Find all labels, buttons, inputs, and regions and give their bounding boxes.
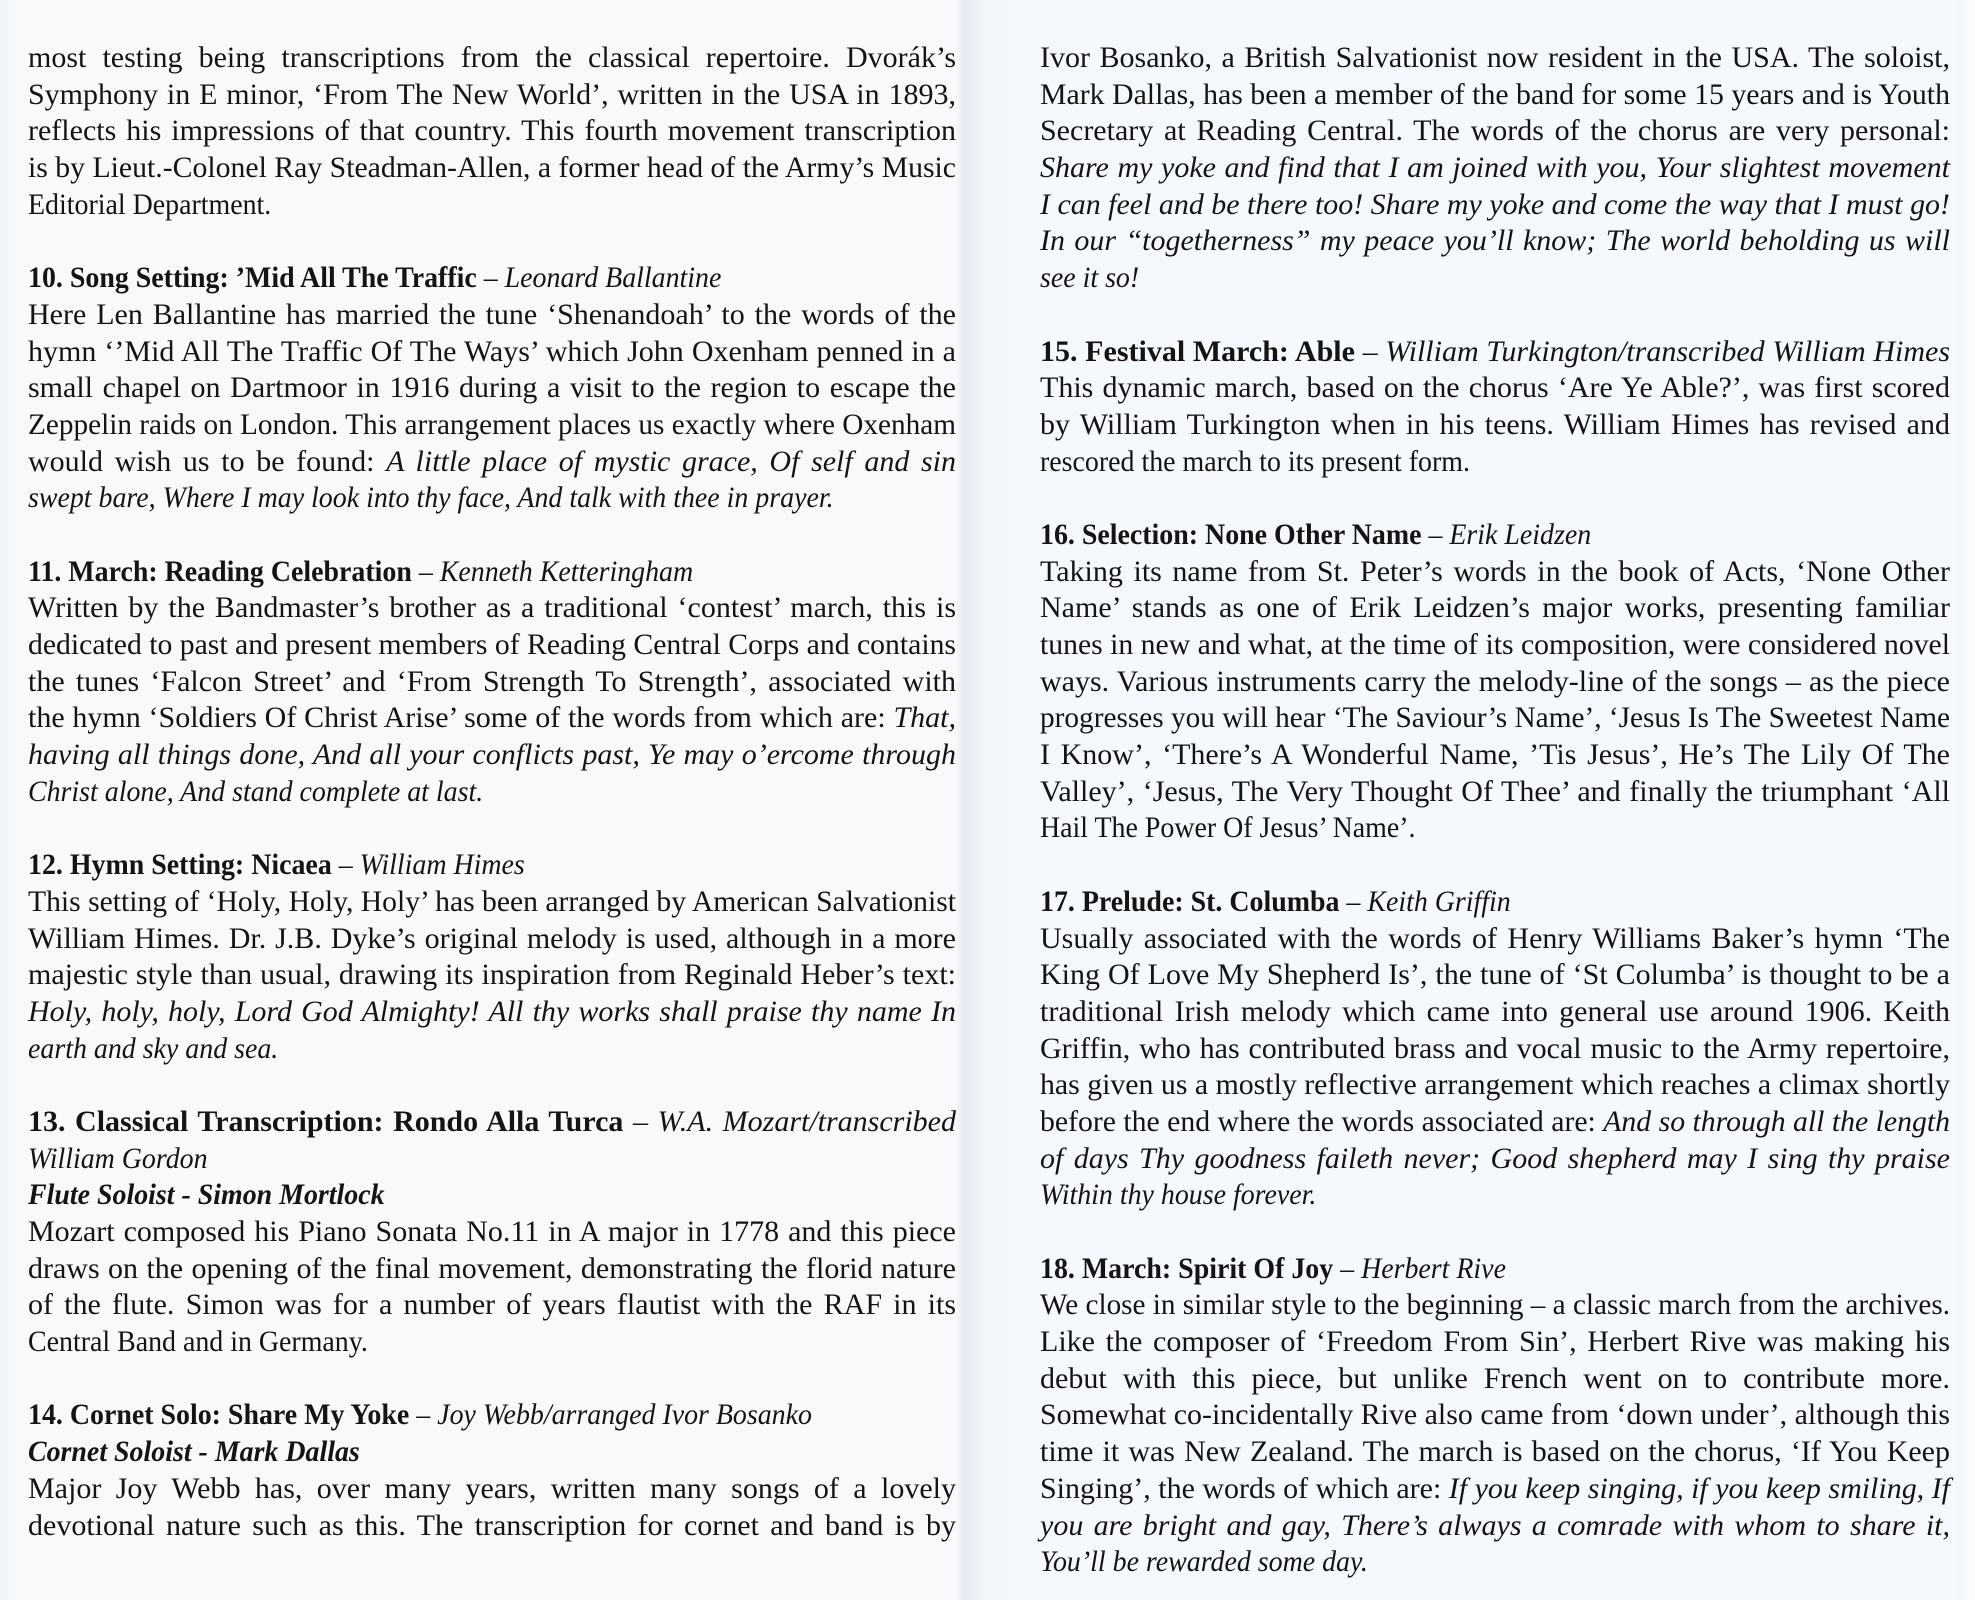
line-content <box>1040 444 1470 481</box>
dash-separator: – <box>1339 884 1368 918</box>
body-text: Like the composer of ‘Freedom From Sin’, Herbert Rive was making his <box>1040 1325 1950 1359</box>
track-note <box>1040 1251 1950 1581</box>
body-text: This dynamic march, based on the chorus ‘Are Ye Able?’, was first scored <box>1040 371 1950 405</box>
track-heading <box>1040 1251 1950 1288</box>
line-content <box>28 700 956 737</box>
line-content <box>1040 1544 1368 1581</box>
text-line <box>28 921 956 958</box>
text-line <box>28 1508 956 1545</box>
dash-separator: – <box>1421 517 1450 551</box>
text-line <box>1040 1397 1950 1434</box>
line-content <box>1040 627 1950 664</box>
page-edge-left <box>0 0 18 1600</box>
quoted-lyrics: A little place of mystic grace, Of self and sin <box>386 444 956 478</box>
body-text: Ivor Bosanko, a British Salvationist now resident in the USA. The soloist, <box>1040 41 1950 74</box>
line-content <box>28 847 525 884</box>
track-heading <box>28 260 956 297</box>
text-line <box>28 700 956 737</box>
line-content <box>1040 260 1139 297</box>
paragraph-spacer <box>1040 297 1950 334</box>
paragraph-spacer <box>28 517 956 554</box>
text-line <box>1040 921 1950 958</box>
paragraph-spacer <box>1040 1214 1950 1251</box>
line-content <box>1040 517 1591 554</box>
line-content <box>28 480 834 517</box>
line-content <box>1040 1324 1950 1361</box>
line-content <box>28 554 693 591</box>
body-text: Somewhat co-incidentally Rive also came from ‘down under’, although this <box>1040 1398 1950 1432</box>
track-title: 13. Classical Transcription: Rondo Alla Turca <box>28 1104 624 1138</box>
line-content <box>28 957 956 994</box>
dash-separator: – <box>331 848 360 882</box>
soloist-credit <box>28 1177 956 1214</box>
composer-credit: Erik Leidzen <box>1449 517 1592 551</box>
line-content <box>28 1251 956 1288</box>
text-line <box>1040 627 1950 664</box>
dash-separator: – <box>476 261 505 295</box>
line-content <box>1040 77 1950 114</box>
text-line <box>1040 150 1950 187</box>
text-line <box>28 737 956 774</box>
body-text: I Know’, ‘There’s A Wonderful Name, ’Tis Jesus’, He’s The Lily Of The <box>1040 738 1950 772</box>
composer-credit: William Turkington/transcribed William Himes <box>1385 334 1951 368</box>
track-heading <box>1040 884 1950 921</box>
body-text: ways. Various instruments carry the melody-line of the songs – as the piece <box>1040 664 1950 698</box>
quoted-lyrics: Holy, holy, holy, Lord God Almighty! All thy works shall praise thy name In <box>28 994 956 1028</box>
line-content <box>1040 590 1950 627</box>
body-text: Hail The Power Of Jesus’ Name’. <box>1040 811 1416 845</box>
text-line <box>1040 1177 1950 1214</box>
book-gutter <box>956 0 1026 1600</box>
text-line <box>28 774 956 811</box>
body-text: has given us a mostly reflective arrangement which reaches a climax shortly <box>1040 1068 1950 1102</box>
line-content <box>28 150 956 187</box>
body-text: is by Lieut.-Colonel Ray Steadman-Allen, a former head of the Army’s Music <box>28 151 956 185</box>
text-line <box>1040 1508 1950 1545</box>
text-line <box>1040 1031 1950 1068</box>
line-content <box>1040 1434 1950 1471</box>
text-line <box>1040 40 1950 77</box>
text-line <box>1040 187 1950 224</box>
body-text: We close in similar style to the beginning – a classic march from the archives. <box>1040 1288 1950 1322</box>
paragraph-spacer <box>28 810 956 847</box>
left-column-text <box>28 40 956 1544</box>
text-line <box>1040 957 1950 994</box>
dash-separator: – <box>409 1398 438 1432</box>
body-text: traditional Irish melody which came into general use around 1906. Keith <box>1040 994 1950 1028</box>
right-column-text <box>1040 40 1950 1581</box>
body-text: the hymn ‘Soldiers Of Christ Arise’ some of the words from which are: <box>28 701 894 735</box>
text-line <box>28 1031 956 1068</box>
track-title: 12. Hymn Setting: Nicaea <box>28 848 332 882</box>
track-title: 15. Festival March: Able <box>1040 334 1355 368</box>
quoted-lyrics: I can feel and be there too! Share my yoke and come the way that I must go! <box>1040 187 1950 221</box>
line-content <box>28 774 483 811</box>
text-line <box>1040 664 1950 701</box>
text-line <box>1040 810 1950 847</box>
body-text: majestic style than usual, drawing its inspiration from Reginald Heber’s text: <box>28 958 956 992</box>
track-note <box>1040 884 1950 1214</box>
text-line <box>28 370 956 407</box>
line-content <box>28 1214 956 1251</box>
line-content <box>1040 113 1950 150</box>
line-content <box>1040 884 1511 921</box>
line-content <box>1040 1141 1950 1178</box>
composer-credit: Herbert Rive <box>1361 1251 1506 1285</box>
line-content <box>28 370 956 407</box>
paragraph-spacer <box>1040 480 1950 517</box>
body-text: the tunes ‘Falcon Street’ and ‘From Strength To Strength’, associated with <box>28 664 956 698</box>
line-content <box>1040 1287 1950 1324</box>
track-title: 11. March: Reading Celebration <box>28 554 412 588</box>
track-heading <box>28 1104 956 1141</box>
line-content <box>1040 1067 1950 1104</box>
body-text: would wish us to be found: <box>28 444 387 478</box>
line-content <box>28 921 956 958</box>
line-content <box>1040 334 1950 371</box>
text-line <box>1040 994 1950 1031</box>
line-content <box>1040 737 1950 774</box>
text-line <box>28 480 956 517</box>
body-text: Mark Dallas, has been a member of the band for some 15 years and is Youth <box>1040 77 1950 111</box>
line-content <box>28 1177 385 1214</box>
composer-credit: Keith Griffin <box>1367 884 1511 918</box>
text-line <box>1040 407 1950 444</box>
quoted-lyrics: swept bare, Where I may look into thy face, And talk with thee in prayer. <box>28 481 834 515</box>
quoted-lyrics: Share my yoke and find that I am joined with you, Your slightest movement <box>1040 151 1950 185</box>
body-text: Mozart composed his Piano Sonata No.11 in A major in 1778 and this piece <box>28 1215 956 1248</box>
track-note <box>28 260 956 517</box>
body-text: King Of Love My Shepherd Is’, the tune of ‘St Columba’ is thought to be a <box>1040 958 1950 992</box>
composer-credit: Kenneth Ketteringham <box>439 554 694 588</box>
line-content <box>28 297 956 334</box>
body-text: progresses you will hear ‘The Saviour’s Name’, ‘Jesus Is The Sweetest Name <box>1040 701 1950 735</box>
line-content <box>28 444 956 481</box>
quoted-lyrics: That, <box>893 701 956 735</box>
line-content <box>1040 223 1950 260</box>
text-line <box>28 590 956 627</box>
soloist-credit <box>28 1434 956 1471</box>
body-text: Taking its name from St. Peter’s words in the book of Acts, ‘None Other <box>1040 554 1950 588</box>
track-heading <box>1040 517 1950 554</box>
track-note <box>28 1397 956 1544</box>
track-heading <box>28 847 956 884</box>
line-content <box>28 1508 956 1545</box>
body-text: Central Band and in Germany. <box>28 1325 368 1359</box>
body-text: Zeppelin raids on London. This arrangement places us exactly where Oxenham <box>28 407 956 441</box>
text-line <box>28 957 956 994</box>
paragraph-spacer <box>28 223 956 260</box>
composer-credit: Joy Webb/arranged Ivor Bosanko <box>437 1398 812 1432</box>
text-line <box>28 627 956 664</box>
text-line <box>1040 1324 1950 1361</box>
line-content <box>1040 1104 1950 1141</box>
body-text: time it was New Zealand. The march is based on the chorus, ‘If You Keep <box>1040 1435 1950 1469</box>
body-text: Written by the Bandmaster’s brother as a traditional ‘contest’ march, this is <box>28 591 956 625</box>
text-line <box>1040 223 1950 260</box>
line-content <box>28 1141 208 1178</box>
soloist-name: Flute Soloist - Simon Mortlock <box>28 1178 385 1212</box>
quoted-lyrics: You’ll be rewarded some day. <box>1040 1545 1368 1579</box>
line-content <box>1040 1508 1950 1545</box>
track-heading <box>28 554 956 591</box>
text-line <box>1040 113 1950 150</box>
line-content <box>28 40 956 77</box>
body-text: dedicated to past and present members of Reading Central Corps and contains <box>28 628 956 661</box>
line-content <box>1040 1251 1506 1288</box>
body-text: Valley’, ‘Jesus, The Very Thought Of Thee’ and finally the triumphant ‘All <box>1040 774 1950 808</box>
track-title: 10. Song Setting: ’Mid All The Traffic <box>28 261 477 295</box>
text-line <box>28 664 956 701</box>
text-line <box>1040 260 1950 297</box>
text-line <box>28 113 956 150</box>
text-line <box>1040 737 1950 774</box>
line-content <box>28 334 956 371</box>
text-line <box>1040 1434 1950 1471</box>
line-content <box>28 737 956 774</box>
text-line <box>28 1287 956 1324</box>
text-line <box>1040 370 1950 407</box>
quoted-lyrics: Within thy house forever. <box>1040 1178 1317 1212</box>
line-content <box>28 407 956 444</box>
text-line <box>28 1251 956 1288</box>
track-note <box>28 554 956 811</box>
text-line <box>28 150 956 187</box>
body-text: tunes in new and what, at the time of its composition, were considered novel <box>1040 628 1950 661</box>
track-heading <box>1040 334 1950 371</box>
text-line <box>28 884 956 921</box>
line-content <box>1040 1397 1950 1434</box>
line-content <box>28 260 721 297</box>
track-title: 14. Cornet Solo: Share My Yoke <box>28 1398 410 1432</box>
line-content <box>1040 1031 1950 1068</box>
dash-separator: – <box>411 554 440 588</box>
text-line <box>28 40 956 77</box>
line-content <box>28 77 956 114</box>
paragraph-spacer <box>1040 847 1950 884</box>
body-text: Major Joy Webb has, over many years, written many songs of a lovely <box>28 1471 956 1505</box>
quoted-lyrics: In our “togetherness” my peace you’ll know; The world beholding us will <box>1040 224 1950 258</box>
text-line <box>1040 1141 1950 1178</box>
track-note <box>1040 334 1950 481</box>
track-note <box>1040 517 1950 847</box>
text-line <box>28 1214 956 1251</box>
line-content <box>1040 554 1950 591</box>
line-content <box>1040 921 1950 958</box>
paragraph-spacer <box>28 1361 956 1398</box>
line-content <box>28 1287 956 1324</box>
text-line <box>28 1141 956 1178</box>
text-line <box>1040 1287 1950 1324</box>
line-content <box>28 113 956 150</box>
body-text: small chapel on Dartmoor in 1916 during a visit to the region to escape the <box>28 371 956 405</box>
soloist-name: Cornet Soloist - Mark Dallas <box>28 1435 360 1469</box>
text-line <box>1040 1361 1950 1398</box>
track-title: 17. Prelude: St. Columba <box>1040 884 1340 918</box>
line-content <box>1040 40 1950 77</box>
composer-credit: Leonard Ballantine <box>504 261 722 295</box>
line-content <box>28 1324 368 1361</box>
body-text: Griffin, who has contributed brass and vocal music to the Army repertoire, <box>1040 1031 1950 1065</box>
composer-credit: William Himes <box>359 848 525 882</box>
line-content <box>1040 994 1950 1031</box>
paragraph-spacer <box>28 1067 956 1104</box>
body-text: Singing’, the words of which are: <box>1040 1471 1449 1505</box>
body-text: Editorial Department. <box>28 187 272 221</box>
line-content <box>28 994 956 1031</box>
line-content <box>1040 187 1950 224</box>
line-content <box>28 1031 278 1068</box>
text-line <box>1040 444 1950 481</box>
body-text: reflects his impressions of that country. This fourth movement transcription <box>28 114 956 148</box>
text-line <box>28 994 956 1031</box>
body-text: before the end where the words associated are: <box>1040 1104 1604 1138</box>
track-note <box>28 1104 956 1361</box>
line-content <box>28 884 956 921</box>
line-content <box>1040 810 1416 847</box>
line-content <box>28 187 271 224</box>
body-text: Here Len Ballantine has married the tune ‘Shenandoah’ to the words of the <box>28 297 956 331</box>
line-content <box>1040 1177 1316 1214</box>
quoted-lyrics: If you keep singing, if you keep smiling, If <box>1448 1471 1950 1505</box>
text-line <box>28 1471 956 1508</box>
body-text: debut with this piece, but unlike French went on to contribute more. <box>1040 1361 1950 1395</box>
body-text: hymn ‘’Mid All The Traffic Of The Ways’ which John Oxenham penned in a <box>28 334 956 368</box>
line-content <box>28 1471 956 1508</box>
text-line <box>28 334 956 371</box>
body-text: Symphony in E minor, ‘From The New World’, written in the USA in 1893, <box>28 77 956 111</box>
line-content <box>1040 664 1950 701</box>
line-content <box>28 590 956 627</box>
track-note <box>28 847 956 1067</box>
body-text: of the flute. Simon was for a number of years flautist with the RAF in its <box>28 1288 956 1322</box>
dash-separator: – <box>1354 334 1386 368</box>
quoted-lyrics: And so through all the length <box>1603 1104 1950 1138</box>
body-text: This setting of ‘Holy, Holy, Holy’ has been arranged by American Salvationist <box>28 884 956 918</box>
body-text: devotional nature such as this. The transcription for cornet and band is by <box>28 1508 956 1542</box>
text-line <box>28 187 956 224</box>
body-text: rescored the march to its present form. <box>1040 444 1470 478</box>
body-text: Secretary at Reading Central. The words of the chorus are very personal: <box>1040 114 1950 148</box>
line-content <box>28 1104 956 1141</box>
line-content <box>28 664 956 701</box>
text-line <box>1040 554 1950 591</box>
text-line <box>1040 1067 1950 1104</box>
text-line <box>1040 1544 1950 1581</box>
dash-separator: – <box>623 1104 658 1138</box>
quoted-lyrics: earth and sky and sea. <box>28 1031 279 1065</box>
body-text: by William Turkington when in his teens. William Himes has revised and <box>1040 407 1950 441</box>
track-heading <box>28 1397 956 1434</box>
body-text: draws on the opening of the final movement, demonstrating the florid nature <box>28 1251 956 1285</box>
continued-paragraph <box>28 40 956 223</box>
text-line <box>1040 1104 1950 1141</box>
text-line <box>28 77 956 114</box>
text-line <box>1040 1471 1950 1508</box>
text-line <box>28 444 956 481</box>
line-content <box>28 1434 360 1471</box>
body-text: William Himes. Dr. J.B. Dyke’s original melody is used, although in a more <box>28 921 956 955</box>
composer-credit: W.A. Mozart/transcribed <box>657 1104 956 1138</box>
track-title: 18. March: Spirit Of Joy <box>1040 1251 1334 1285</box>
line-content <box>1040 407 1950 444</box>
line-content <box>1040 774 1950 811</box>
line-content <box>1040 150 1950 187</box>
quoted-lyrics: William Gordon <box>28 1141 208 1175</box>
text-line <box>28 1324 956 1361</box>
line-content <box>1040 370 1950 407</box>
line-content <box>28 1397 812 1434</box>
line-content <box>1040 1361 1950 1398</box>
quoted-lyrics: having all things done, And all your conflicts past, Ye may o’ercome through <box>28 738 956 772</box>
line-content <box>28 627 956 664</box>
body-text: most testing being transcriptions from the classical repertoire. Dvorák’s <box>28 41 956 74</box>
page-edge-right <box>1956 0 1975 1600</box>
quoted-lyrics: of days Thy goodness faileth never; Good shepherd may I sing thy praise <box>1040 1141 1950 1175</box>
quoted-lyrics: see it so! <box>1040 261 1140 295</box>
quoted-lyrics: you are bright and gay, There’s always a comrade with whom to share it, <box>1040 1508 1950 1542</box>
text-line <box>1040 77 1950 114</box>
body-text: Usually associated with the words of Henry Williams Baker’s hymn ‘The <box>1040 921 1950 955</box>
body-text: Name’ stands as one of Erik Leidzen’s major works, presenting familiar <box>1040 591 1950 625</box>
text-line <box>1040 700 1950 737</box>
dash-separator: – <box>1333 1251 1362 1285</box>
text-line <box>1040 774 1950 811</box>
text-line <box>1040 590 1950 627</box>
line-content <box>1040 700 1950 737</box>
continued-paragraph <box>1040 40 1950 297</box>
quoted-lyrics: Christ alone, And stand complete at last. <box>28 774 484 808</box>
line-content <box>1040 1471 1950 1508</box>
line-content <box>1040 957 1950 994</box>
track-title: 16. Selection: None Other Name <box>1040 517 1422 551</box>
text-line <box>28 297 956 334</box>
text-line <box>28 407 956 444</box>
